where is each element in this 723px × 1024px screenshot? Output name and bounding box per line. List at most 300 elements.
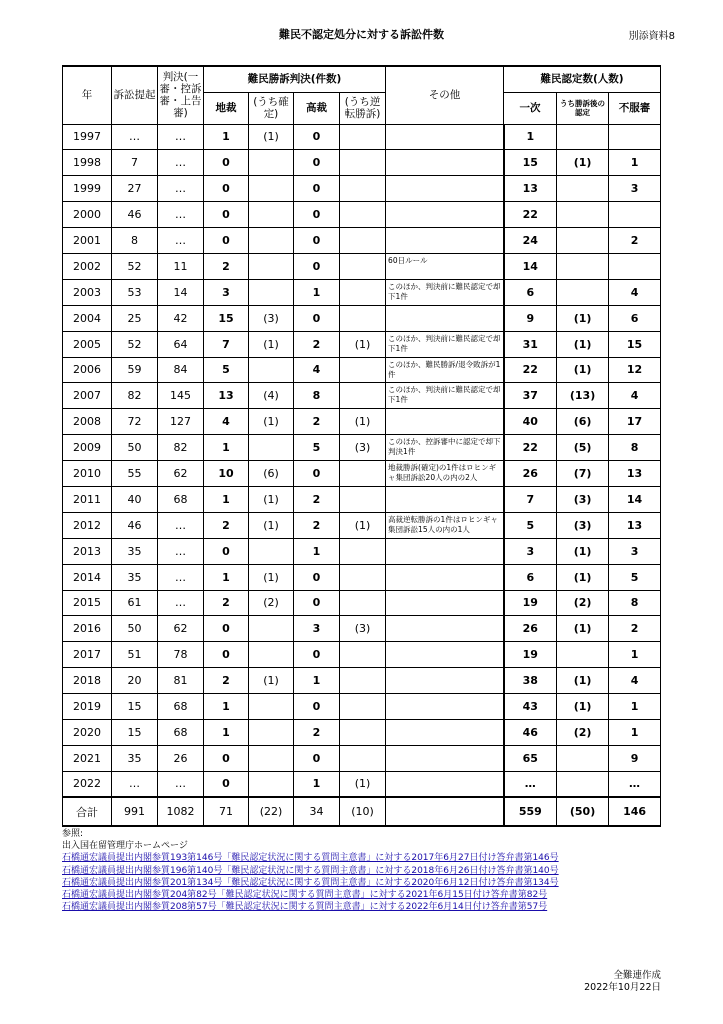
appeal-cell: 14	[609, 486, 661, 512]
district-cell: 1	[204, 435, 249, 461]
primary-cell: 40	[504, 409, 557, 435]
high-reversal-cell	[340, 253, 386, 279]
primary-cell: 1	[504, 124, 557, 150]
primary-cell: 46	[504, 719, 557, 745]
header-high: 高裁	[294, 92, 340, 124]
high-reversal-cell	[340, 176, 386, 202]
high-cell: 0	[294, 694, 340, 720]
year-cell: 2011	[63, 486, 112, 512]
year-cell: 2022	[63, 771, 112, 797]
filed-cell: …	[112, 771, 158, 797]
filed-cell: 15	[112, 719, 158, 745]
district-cell: 2	[204, 512, 249, 538]
appeal-cell: 4	[609, 668, 661, 694]
district-cell: 0	[204, 176, 249, 202]
high-reversal-cell: (1)	[340, 409, 386, 435]
high-cell: 0	[294, 150, 340, 176]
high-cell: 1	[294, 538, 340, 564]
district-cell: 10	[204, 461, 249, 487]
filed-cell: 35	[112, 538, 158, 564]
year-cell: 2003	[63, 279, 112, 305]
high-reversal-cell	[340, 538, 386, 564]
judgment-cell: 68	[158, 694, 204, 720]
filed-cell: 8	[112, 228, 158, 254]
table-row	[63, 331, 661, 357]
filed-cell: 50	[112, 435, 158, 461]
judgment-cell: 64	[158, 331, 204, 357]
district-cell: 1	[204, 694, 249, 720]
high-cell: 4	[294, 357, 340, 383]
high-reversal-cell	[340, 694, 386, 720]
judgment-cell: 84	[158, 357, 204, 383]
high-cell: 2	[294, 331, 340, 357]
table-row	[63, 538, 661, 564]
after-win-cell: (3)	[557, 512, 609, 538]
district-final-cell	[249, 616, 294, 642]
table-row	[63, 357, 661, 383]
appeal-cell: 6	[609, 305, 661, 331]
judgment-cell: 68	[158, 719, 204, 745]
district-final-cell: (3)	[249, 305, 294, 331]
judgment-cell: …	[158, 564, 204, 590]
table-row	[63, 564, 661, 590]
after-win-cell: (2)	[557, 719, 609, 745]
appeal-cell: 2	[609, 228, 661, 254]
other-note-cell	[386, 719, 504, 745]
district-cell: 0	[204, 150, 249, 176]
district-final-cell: (1)	[249, 331, 294, 357]
district-cell: 1	[204, 564, 249, 590]
header-recognition: 難民認定数(人数)	[504, 66, 661, 92]
filed-cell: 40	[112, 486, 158, 512]
district-cell: 0	[204, 538, 249, 564]
primary-cell: 31	[504, 331, 557, 357]
after-win-cell: (13)	[557, 383, 609, 409]
district-final-cell	[249, 176, 294, 202]
appeal-cell: 9	[609, 745, 661, 771]
district-cell: 0	[204, 771, 249, 797]
after-win-cell	[557, 124, 609, 150]
other-note-cell: このほか、難民勝訴/退令敗訴が1件	[386, 357, 504, 383]
year-cell: 2015	[63, 590, 112, 616]
high-cell: 0	[294, 461, 340, 487]
other-note-cell: 地裁勝訴(確定)の1件はロヒンギャ集団訴訟20人の内の2人	[386, 461, 504, 487]
district-final-cell	[249, 694, 294, 720]
primary-cell: 24	[504, 228, 557, 254]
footer-author: 全難連作成	[613, 970, 661, 981]
other-note-cell	[386, 797, 504, 826]
district-cell: 15	[204, 305, 249, 331]
filed-cell: 991	[112, 797, 158, 826]
filed-cell: …	[112, 124, 158, 150]
district-cell: 5	[204, 357, 249, 383]
filed-cell: 25	[112, 305, 158, 331]
high-cell: 0	[294, 253, 340, 279]
year-cell: 2020	[63, 719, 112, 745]
appeal-cell: 13	[609, 461, 661, 487]
high-cell: 1	[294, 279, 340, 305]
year-cell: 2019	[63, 694, 112, 720]
district-cell: 1	[204, 124, 249, 150]
appeal-cell: 1	[609, 642, 661, 668]
district-cell: 0	[204, 642, 249, 668]
district-final-cell	[249, 202, 294, 228]
other-note-cell	[386, 228, 504, 254]
district-final-cell	[249, 435, 294, 461]
other-note-cell	[386, 409, 504, 435]
appeal-cell: 1	[609, 150, 661, 176]
high-reversal-cell	[340, 461, 386, 487]
other-note-cell	[386, 150, 504, 176]
year-cell: 2021	[63, 745, 112, 771]
document-title: 難民不認定処分に対する訴訟件数	[279, 28, 444, 41]
primary-cell: 559	[504, 797, 557, 826]
appeal-cell: …	[609, 771, 661, 797]
appeal-cell	[609, 124, 661, 150]
year-cell: 2009	[63, 435, 112, 461]
reference-link[interactable]: 石橋通宏議員提出内閣参質196第140号「難民認定状況に関する質問主意書」に対する2018年6月26日付け答弁書第140号	[62, 865, 559, 876]
high-reversal-cell	[340, 590, 386, 616]
appeal-cell: 12	[609, 357, 661, 383]
high-cell: 0	[294, 745, 340, 771]
judgment-cell: 11	[158, 253, 204, 279]
reference-link[interactable]: 石橋通宏議員提出内閣参質208第57号「難民認定状況に関する質問主意書」に対する2022年6月14日付け答弁書第57号	[62, 902, 548, 913]
district-cell: 2	[204, 668, 249, 694]
high-reversal-cell: (10)	[340, 797, 386, 826]
primary-cell: 5	[504, 512, 557, 538]
filed-cell: 55	[112, 461, 158, 487]
high-cell: 2	[294, 486, 340, 512]
references-source: 出入国在留管理庁ホームページ	[62, 841, 188, 852]
high-cell: 1	[294, 668, 340, 694]
other-note-cell	[386, 176, 504, 202]
high-reversal-cell	[340, 124, 386, 150]
after-win-cell: (1)	[557, 538, 609, 564]
primary-cell: 37	[504, 383, 557, 409]
year-cell: 2002	[63, 253, 112, 279]
judgment-cell: 14	[158, 279, 204, 305]
year-cell: 2016	[63, 616, 112, 642]
high-cell: 34	[294, 797, 340, 826]
filed-cell: 72	[112, 409, 158, 435]
table-row	[63, 668, 661, 694]
table-row	[63, 279, 661, 305]
district-final-cell: (1)	[249, 668, 294, 694]
judgment-cell: …	[158, 202, 204, 228]
high-reversal-cell	[340, 486, 386, 512]
after-win-cell: (1)	[557, 305, 609, 331]
judgment-cell: 62	[158, 616, 204, 642]
header-after-win: うち勝訴後の認定	[557, 92, 609, 124]
after-win-cell	[557, 279, 609, 305]
district-final-cell: (22)	[249, 797, 294, 826]
after-win-cell: (3)	[557, 486, 609, 512]
district-cell: 0	[204, 228, 249, 254]
attachment-label: 別添資料8	[628, 31, 675, 42]
year-cell: 2017	[63, 642, 112, 668]
judgment-cell: …	[158, 590, 204, 616]
high-cell: 3	[294, 616, 340, 642]
year-cell: 1999	[63, 176, 112, 202]
district-cell: 0	[204, 616, 249, 642]
district-final-cell: (1)	[249, 124, 294, 150]
high-cell: 0	[294, 124, 340, 150]
filed-cell: 52	[112, 331, 158, 357]
high-reversal-cell: (1)	[340, 512, 386, 538]
after-win-cell: (7)	[557, 461, 609, 487]
header-district: 地裁	[204, 92, 249, 124]
primary-cell: 14	[504, 253, 557, 279]
judgment-cell: 145	[158, 383, 204, 409]
other-note-cell: 高裁逆転勝訴の1件はロヒンギャ集団訴訟15人の内の1人	[386, 512, 504, 538]
filed-cell: 15	[112, 694, 158, 720]
header-year: 年	[63, 66, 112, 124]
after-win-cell: (2)	[557, 590, 609, 616]
after-win-cell	[557, 202, 609, 228]
after-win-cell	[557, 176, 609, 202]
table-row	[63, 512, 661, 538]
district-final-cell	[249, 771, 294, 797]
district-final-cell	[249, 253, 294, 279]
header-wins: 難民勝訴判決(件数)	[204, 66, 386, 92]
high-reversal-cell	[340, 305, 386, 331]
other-note-cell	[386, 745, 504, 771]
table-row	[63, 150, 661, 176]
appeal-cell: 8	[609, 590, 661, 616]
after-win-cell: (1)	[557, 331, 609, 357]
primary-cell: 7	[504, 486, 557, 512]
primary-cell: 65	[504, 745, 557, 771]
district-cell: 1	[204, 719, 249, 745]
after-win-cell: (1)	[557, 616, 609, 642]
year-cell: 2010	[63, 461, 112, 487]
district-cell: 7	[204, 331, 249, 357]
reference-link[interactable]: 石橋通宏議員提出内閣参質204第82号「難民認定状況に関する質問主意書」に対する2021年6月15日付け答弁書第82号	[62, 890, 548, 901]
table-row	[63, 590, 661, 616]
after-win-cell: (50)	[557, 797, 609, 826]
year-cell: 2018	[63, 668, 112, 694]
after-win-cell: (1)	[557, 694, 609, 720]
year-cell: 2001	[63, 228, 112, 254]
judgment-cell: …	[158, 228, 204, 254]
after-win-cell: (1)	[557, 150, 609, 176]
other-note-cell	[386, 202, 504, 228]
appeal-cell	[609, 202, 661, 228]
appeal-cell: 17	[609, 409, 661, 435]
district-final-cell: (1)	[249, 409, 294, 435]
other-note-cell	[386, 642, 504, 668]
high-cell: 2	[294, 409, 340, 435]
primary-cell: 26	[504, 616, 557, 642]
table-row	[63, 461, 661, 487]
year-cell: 2008	[63, 409, 112, 435]
header-district-final: (うち確定)	[249, 92, 294, 124]
footer-date: 2022年10月22日	[584, 982, 661, 993]
primary-cell: 26	[504, 461, 557, 487]
district-final-cell: (2)	[249, 590, 294, 616]
primary-cell: 38	[504, 668, 557, 694]
after-win-cell: (5)	[557, 435, 609, 461]
high-reversal-cell	[340, 357, 386, 383]
year-cell: 2000	[63, 202, 112, 228]
judgment-cell: 1082	[158, 797, 204, 826]
filed-cell: 50	[112, 616, 158, 642]
high-cell: 0	[294, 305, 340, 331]
table-row	[63, 616, 661, 642]
other-note-cell	[386, 124, 504, 150]
appeal-cell: 4	[609, 279, 661, 305]
after-win-cell	[557, 642, 609, 668]
judgment-cell: 62	[158, 461, 204, 487]
primary-cell: 13	[504, 176, 557, 202]
primary-cell: 19	[504, 590, 557, 616]
filed-cell: 51	[112, 642, 158, 668]
high-reversal-cell	[340, 228, 386, 254]
other-note-cell: このほか、控訴審中に認定で却下判決1件	[386, 435, 504, 461]
high-cell: 5	[294, 435, 340, 461]
judgment-cell: …	[158, 176, 204, 202]
district-final-cell: (1)	[249, 564, 294, 590]
district-cell: 3	[204, 279, 249, 305]
filed-cell: 59	[112, 357, 158, 383]
after-win-cell: (1)	[557, 668, 609, 694]
table-row	[63, 124, 661, 150]
table-row	[63, 719, 661, 745]
reference-link[interactable]: 石橋通宏議員提出内閣参質193第146号「難民認定状況に関する質問主意書」に対する2017年6月27日付け答弁書第146号	[62, 853, 559, 864]
district-cell: 0	[204, 202, 249, 228]
judgment-cell: …	[158, 124, 204, 150]
header-filed: 訴訟提起	[112, 66, 158, 124]
appeal-cell: 15	[609, 331, 661, 357]
filed-cell: 35	[112, 564, 158, 590]
other-note-cell	[386, 616, 504, 642]
high-reversal-cell	[340, 383, 386, 409]
after-win-cell: (1)	[557, 564, 609, 590]
judgment-cell: …	[158, 512, 204, 538]
district-cell: 0	[204, 745, 249, 771]
judgment-cell: 42	[158, 305, 204, 331]
table-row	[63, 486, 661, 512]
table-row	[63, 694, 661, 720]
appeal-cell: 4	[609, 383, 661, 409]
other-note-cell	[386, 668, 504, 694]
appeal-cell: 1	[609, 694, 661, 720]
high-reversal-cell	[340, 642, 386, 668]
year-cell: 2013	[63, 538, 112, 564]
filed-cell: 20	[112, 668, 158, 694]
reference-link[interactable]: 石橋通宏議員提出内閣参質201第134号「難民認定状況に関する質問主意書」に対する2020年6月12日付け答弁書第134号	[62, 877, 559, 888]
other-note-cell	[386, 538, 504, 564]
district-final-cell	[249, 719, 294, 745]
appeal-cell	[609, 253, 661, 279]
high-cell: 0	[294, 564, 340, 590]
filed-cell: 82	[112, 383, 158, 409]
primary-cell: 6	[504, 564, 557, 590]
district-final-cell: (1)	[249, 512, 294, 538]
district-final-cell	[249, 228, 294, 254]
after-win-cell	[557, 745, 609, 771]
header-other: その他	[386, 66, 504, 124]
high-cell: 0	[294, 590, 340, 616]
other-note-cell	[386, 305, 504, 331]
appeal-cell: 2	[609, 616, 661, 642]
year-cell: 1997	[63, 124, 112, 150]
after-win-cell	[557, 253, 609, 279]
judgment-cell: 81	[158, 668, 204, 694]
district-final-cell	[249, 357, 294, 383]
district-final-cell	[249, 642, 294, 668]
district-final-cell: (4)	[249, 383, 294, 409]
table-row	[63, 745, 661, 771]
year-cell: 合計	[63, 797, 112, 826]
appeal-cell: 1	[609, 719, 661, 745]
year-cell: 2014	[63, 564, 112, 590]
filed-cell: 7	[112, 150, 158, 176]
high-reversal-cell: (3)	[340, 435, 386, 461]
primary-cell: …	[504, 771, 557, 797]
appeal-cell: 146	[609, 797, 661, 826]
district-cell: 71	[204, 797, 249, 826]
filed-cell: 46	[112, 202, 158, 228]
total-row	[63, 797, 661, 826]
filed-cell: 46	[112, 512, 158, 538]
high-cell: 1	[294, 771, 340, 797]
high-reversal-cell	[340, 279, 386, 305]
district-cell: 13	[204, 383, 249, 409]
high-cell: 0	[294, 228, 340, 254]
primary-cell: 43	[504, 694, 557, 720]
table-row	[63, 202, 661, 228]
filed-cell: 35	[112, 745, 158, 771]
high-cell: 2	[294, 512, 340, 538]
primary-cell: 22	[504, 357, 557, 383]
header-appeal: 不服審	[609, 92, 661, 124]
year-cell: 1998	[63, 150, 112, 176]
year-cell: 2005	[63, 331, 112, 357]
district-cell: 2	[204, 253, 249, 279]
table-row	[63, 435, 661, 461]
other-note-cell	[386, 564, 504, 590]
appeal-cell: 3	[609, 176, 661, 202]
judgment-cell: 82	[158, 435, 204, 461]
primary-cell: 3	[504, 538, 557, 564]
district-final-cell	[249, 745, 294, 771]
year-cell: 2004	[63, 305, 112, 331]
appeal-cell: 8	[609, 435, 661, 461]
filed-cell: 27	[112, 176, 158, 202]
primary-cell: 22	[504, 435, 557, 461]
other-note-cell: このほか、判決前に難民認定で却下1件	[386, 383, 504, 409]
district-final-cell: (1)	[249, 486, 294, 512]
judgment-cell: 127	[158, 409, 204, 435]
filed-cell: 53	[112, 279, 158, 305]
other-note-cell	[386, 486, 504, 512]
year-cell: 2012	[63, 512, 112, 538]
other-note-cell	[386, 590, 504, 616]
district-cell: 2	[204, 590, 249, 616]
table-row	[63, 228, 661, 254]
district-final-cell	[249, 538, 294, 564]
table-row	[63, 253, 661, 279]
high-reversal-cell	[340, 202, 386, 228]
appeal-cell: 5	[609, 564, 661, 590]
filed-cell: 52	[112, 253, 158, 279]
header-judgment: 判決(一審・控訴審・上告審)	[158, 66, 204, 124]
table-row	[63, 383, 661, 409]
district-final-cell	[249, 279, 294, 305]
judgment-cell: …	[158, 771, 204, 797]
references	[62, 828, 559, 913]
